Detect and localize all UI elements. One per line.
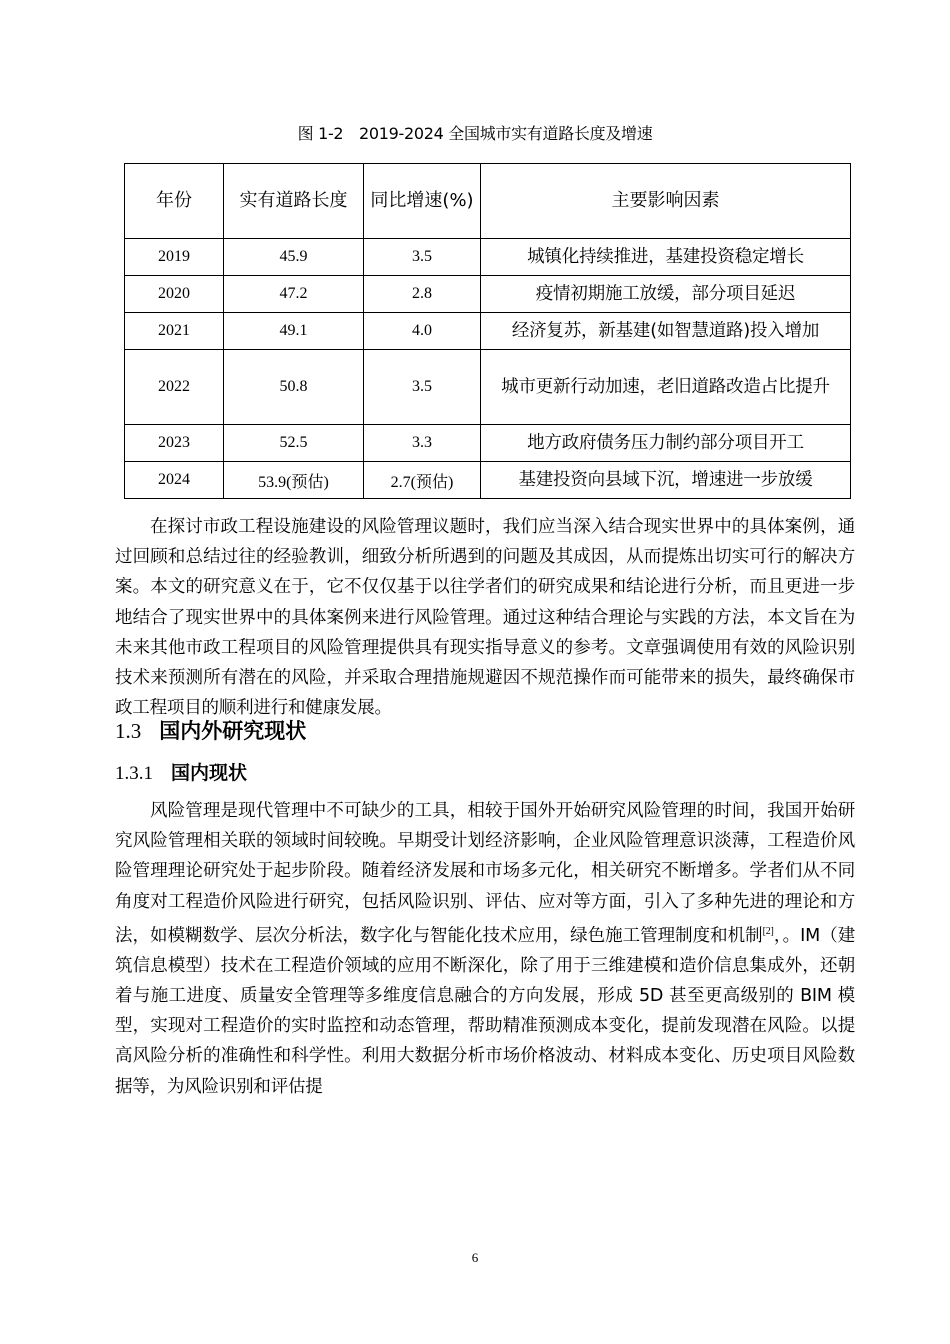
table-row [125,239,851,276]
subsection-heading [115,759,247,788]
paragraph-text: ，。IM（建筑信息模型）技术在工程造价领域的应用不断深化，除了用于三维建模和造价信息集成外，还朝着与施工进度、质量安全管理等多维度信息融合的方向发展，形成 5D 甚至更高级别的 BIM 模型，实现对工程造价的实时监控和动态管理，帮助精准预测成本变化，提前发现潜在风险。以提高风险分析的准确性和科学性。利用大数据分析市场价格波动、材料成本变化、历史项目风险数据等，为风险识别和评估提 [115,925,855,1097]
section-number: 1.3 [115,719,142,743]
cell-factor: 经济复苏，新基建(如智慧道路)投入增加 [481,313,851,350]
cell-year: 2023 [125,425,224,462]
paragraph-text: 风险管理是现代管理中不可缺少的工具，相较于国外开始研究风险管理的时间，我国开始研究风险管理相关联的领域时间较晚。早期受计划经济影响，企业风险管理意识淡薄，工程造价风险管理理论研究处于起步阶段。随着经济发展和市场多元化，相关研究不断增多。学者们从不同角度对工程造价风险进行研究，包括风险识别、评估、应对等方面，引入了多种先进的理论和方法，如模糊数学、层次分析法，数字化与智能化技术应用，绿色施工管理制度和机制 [115,801,855,946]
cell-growth: 2.7(预估) [364,462,481,499]
header-growth: 同比增速(%) [364,164,481,239]
cell-growth: 3.3 [364,425,481,462]
citation[interactable]: [2] [762,925,774,937]
table-caption: 图 1-2 2019-2024 全国城市实有道路长度及增速 [297,124,653,143]
body-paragraph [115,796,855,1102]
cell-year: 2024 [125,462,224,499]
cell-factor: 疫情初期施工放缓，部分项目延迟 [481,276,851,313]
cell-growth: 3.5 [364,350,481,425]
cell-factor: 城镇化持续推进，基建投资稳定增长 [481,239,851,276]
header-year: 年份 [125,164,224,239]
cell-factor: 城市更新行动加速，老旧道路改造占比提升 [481,350,851,425]
cell-length: 50.8 [224,350,364,425]
section-title: 国内外研究现状 [159,719,307,743]
cell-factor: 地方政府债务压力制约部分项目开工 [481,425,851,462]
cell-length: 47.2 [224,276,364,313]
body-paragraph: 在探讨市政工程设施建设的风险管理议题时，我们应当深入结合现实世界中的具体案例，通过回顾和总结过往的经验教训，细致分析所遇到的问题及其成因，从而提炼出切实可行的解决方案。本文的研究意义在于，它不仅仅基于以往学者们的研究成果和结论进行分析，而且更进一步地结合了现实世界中的具体案例来进行风险管理。通过这种结合理论与实践的方法，本文旨在为未来其他市政工程项目的风险管理提供具有现实指导意义的参考。文章强调使用有效的风险识别技术来预测所有潜在的风险，并采取合理措施规避因不规范操作而可能带来的损失，最终确保市政工程项目的顺利进行和健康发展。 [115,517,855,719]
header-factor: 主要影响因素 [481,164,851,239]
cell-year: 2021 [125,313,224,350]
cell-growth: 4.0 [364,313,481,350]
table-header-row [125,164,851,239]
cell-length: 49.1 [224,313,364,350]
table-row [125,276,851,313]
cell-year: 2022 [125,350,224,425]
cell-factor: 基建投资向县域下沉，增速进一步放缓 [481,462,851,499]
header-length: 实有道路长度 [224,164,364,239]
cell-length: 45.9 [224,239,364,276]
cell-year: 2020 [125,276,224,313]
table-row [125,350,851,425]
table-row [125,462,851,499]
cell-length: 52.5 [224,425,364,462]
subsection-title: 国内现状 [171,762,248,784]
road-length-table [124,163,851,499]
cell-year: 2019 [125,239,224,276]
cell-length: 53.9(预估) [224,462,364,499]
cell-growth: 3.5 [364,239,481,276]
section-heading [115,716,306,746]
cell-growth: 2.8 [364,276,481,313]
table-row [125,313,851,350]
page-number: 6 [471,1250,479,1265]
table-row [125,425,851,462]
subsection-number: 1.3.1 [115,763,153,784]
